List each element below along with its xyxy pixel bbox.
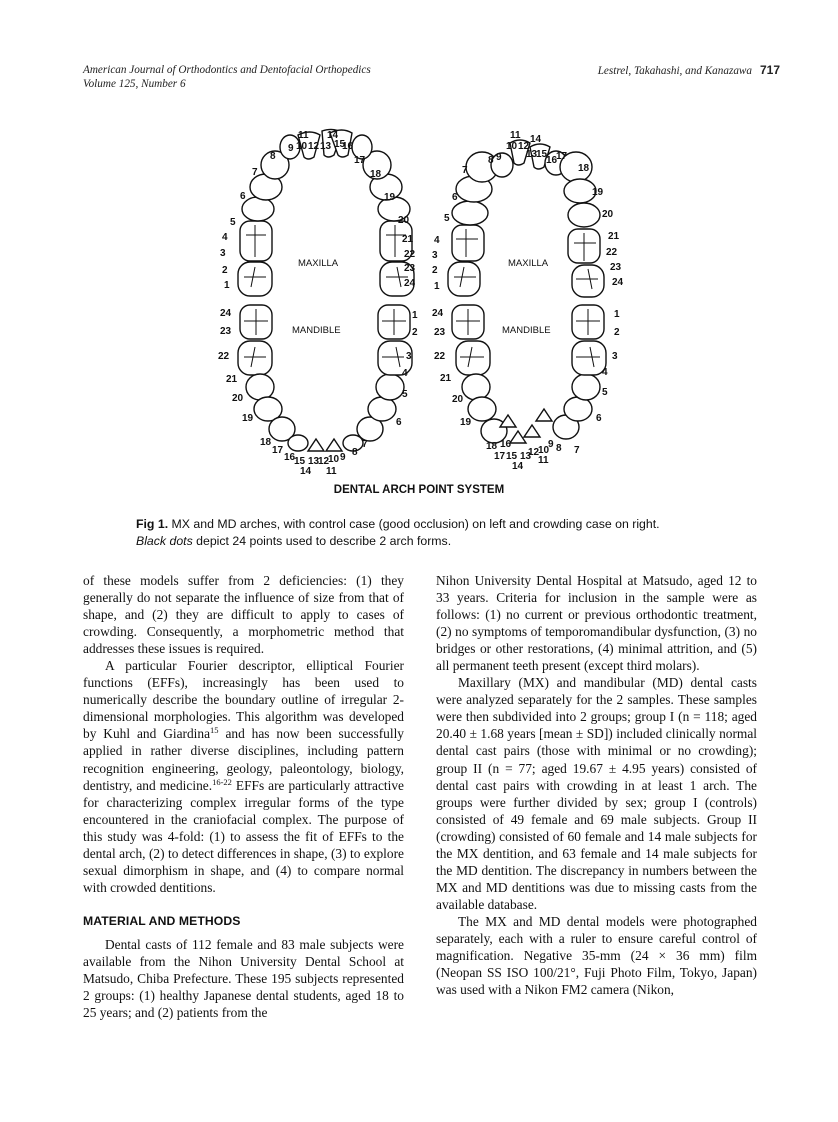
svg-text:9: 9 [496,152,502,163]
svg-text:10: 10 [328,454,340,465]
figure-caption [136,516,736,550]
page-number: 717 [759,63,780,77]
paragraph: Nihon University Dental Hospital at Matsudo, aged 12 to 33 years. Criteria for inclusion in the sample were as follows: (1) no current or previous orthodontic treatment, (2) no symptoms of temporomandibular dysfunction, (3) no bridges or other restorations, (4) minimal attrition, and (5) all permanent teeth present (except third molars). [436,573,757,674]
svg-text:9: 9 [340,452,346,463]
svg-text:2: 2 [412,327,418,338]
authors: Lestrel, Takahashi, and Kanazawa [597,65,752,77]
svg-text:13: 13 [320,141,332,152]
svg-text:20: 20 [452,394,464,405]
svg-text:7: 7 [574,445,580,456]
text-run: and has now been successfully applied in rather diverse disciplines, including pattern recognition engineering, geology, paleontology, biology, dentistry, and medicine. [83,726,404,793]
svg-text:1: 1 [614,309,620,320]
svg-text:18: 18 [370,169,382,180]
journal-info [83,63,371,91]
svg-text:19: 19 [384,192,396,203]
svg-text:24: 24 [220,308,232,319]
paragraph-effs [83,657,404,896]
svg-text:6: 6 [596,413,602,424]
paragraph: The MX and MD dental models were photographed separately, each with a ruler to ensure careful control of magnification. Negative 35-mm (24 × 36 mm) film (Neopan SS ISO 100/21°, Fuji Photo Film, Tokyo, Japan) was used with a Nikon FM2 camera (Nikon, [436,913,757,998]
section-heading: MATERIAL AND METHODS [83,913,241,928]
svg-text:14: 14 [512,461,524,472]
svg-text:17: 17 [272,445,284,456]
svg-text:1: 1 [224,280,230,291]
svg-text:5: 5 [402,389,408,400]
svg-text:1: 1 [434,281,440,292]
svg-text:9: 9 [288,143,294,154]
svg-text:2: 2 [222,265,228,276]
right-column [436,572,757,998]
dental-arch-diagram [210,125,640,505]
svg-text:16: 16 [284,452,296,463]
svg-text:4: 4 [434,235,440,246]
paragraph: Maxillary (MX) and mandibular (MD) dental casts were analyzed separately for the 2 samples. These samples were then subdivided into 2 groups; group I (n = 118; aged 20.40 ± 1.68 years [mean ± SD]) included clinically normal dental cast pairs (those with minimal or no crowding); group II (n = 77; aged 19.67 ± 4.95 years) consisted of dental cast pairs with crowding in at least 1 arch. The groups were further divided by sex; group I (controls) consisted of 49 female and 69 male subjects. Group II (crowding) consisted of 60 female and 14 male subjects for the MX dentition, and 63 female and 14 male subjects for the MD dentition. The discrepancy in numbers between the MX and MD dentitions was due to missing casts from the available database. [436,675,757,912]
svg-text:16: 16 [342,141,354,152]
svg-text:18: 18 [486,441,498,452]
svg-text:11: 11 [298,130,309,141]
svg-text:3: 3 [432,250,438,261]
svg-text:5: 5 [230,217,236,228]
svg-text:15: 15 [294,456,306,467]
svg-text:23: 23 [220,326,232,337]
svg-text:17: 17 [494,451,506,462]
svg-text:24: 24 [404,278,416,289]
svg-text:22: 22 [434,351,446,362]
figure-title: DENTAL ARCH POINT SYSTEM [333,484,505,496]
svg-text:22: 22 [404,249,416,260]
paragraph: of these models suffer from 2 deficiencies: (1) they generally do not separate the influence of size from that of shape, and (2) they are difficult to apply to cases of crowding. Consequently, a morphometric method that addresses these issues is required. [83,573,404,657]
svg-text:10: 10 [296,141,308,152]
svg-text:19: 19 [592,187,604,198]
journal-volume: Volume 125, Number 6 [83,78,186,90]
svg-text:9: 9 [548,439,554,450]
svg-text:11: 11 [538,455,549,466]
left-maxilla-arch [238,129,414,296]
left-column [83,572,404,1021]
journal-name: American Journal of Orthodontics and Dentofacial Orthopedics [83,64,371,76]
svg-text:19: 19 [242,413,254,424]
svg-text:10: 10 [538,445,550,456]
svg-text:12: 12 [308,141,320,152]
svg-text:20: 20 [232,393,244,404]
svg-text:8: 8 [488,155,494,166]
svg-text:2: 2 [432,265,438,276]
svg-text:16: 16 [500,439,512,450]
svg-text:8: 8 [556,443,562,454]
svg-text:6: 6 [396,417,402,428]
svg-text:5: 5 [444,213,450,224]
svg-text:5: 5 [602,387,608,398]
svg-text:4: 4 [402,368,408,379]
svg-text:4: 4 [222,232,228,243]
text-run: A particular Fourier descriptor, elliptical Fourier functions (EFFs), increasingly has been used to numerically describe the boundary outline of irregular 2-dimensional morphologies. This algorithm was developed by Kuhl and Giardina [83,658,404,742]
svg-text:23: 23 [610,262,622,273]
svg-text:15: 15 [536,149,548,160]
svg-text:22: 22 [606,247,618,258]
svg-text:10: 10 [506,141,518,152]
svg-text:23: 23 [404,263,416,274]
author-page [598,63,780,78]
svg-text:15: 15 [334,139,346,150]
svg-text:8: 8 [270,151,276,162]
svg-text:23: 23 [434,327,446,338]
svg-text:11: 11 [326,466,337,477]
paragraph: Dental casts of 112 female and 83 male subjects were available from the Nihon University Dental School at Matsudo, Chiba Prefecture. These 195 subjects represented 2 groups: (1) healthy Japanese dental students, aged 18 to 25 years; and (2) patients from the [83,936,404,1021]
svg-text:3: 3 [220,248,226,259]
svg-text:13: 13 [308,456,320,467]
caption-text-2: depict 24 points used to describe 2 arch forms. [196,534,452,548]
caption-italic: Black dots [136,534,193,548]
svg-text:13: 13 [526,149,538,160]
svg-text:11: 11 [510,130,521,141]
svg-text:6: 6 [452,192,458,203]
text-run: EFFs are particularly attractive for characterizing complex irregular forms of the type encountered in the craniofacial complex. The purpose of this study was 4-fold: (1) to assess the fit of EFFs to the dental arch, (2) to detect differences in shape, (3) to explore sexual dimorphism in shape, and (4) to compare normal with crowded dentitions. [83,777,404,895]
svg-text:21: 21 [608,231,620,242]
svg-text:24: 24 [612,277,624,288]
svg-text:8: 8 [352,447,358,458]
svg-text:4: 4 [602,367,608,378]
caption-text: MX and MD arches, with control case (good occlusion) on left and crowding case on right. [171,517,660,531]
reference-superscript: 15 [210,725,219,736]
svg-text:12: 12 [318,456,330,467]
svg-text:1: 1 [412,310,418,321]
svg-text:7: 7 [362,439,368,450]
svg-text:14: 14 [300,466,312,477]
svg-text:21: 21 [440,373,452,384]
svg-text:13: 13 [520,451,532,462]
right-maxilla-label: MAXILLA [508,258,549,269]
svg-text:7: 7 [252,167,258,178]
svg-text:3: 3 [612,351,618,362]
svg-text:12: 12 [528,447,540,458]
svg-text:16: 16 [546,155,558,166]
reference-superscript: 16-22 [212,776,232,787]
svg-text:18: 18 [260,437,272,448]
right-mandible-label: MANDIBLE [502,325,551,336]
svg-text:21: 21 [402,234,414,245]
svg-text:22: 22 [218,351,230,362]
svg-text:15: 15 [506,451,518,462]
svg-text:6: 6 [240,191,246,202]
svg-text:7: 7 [462,165,468,176]
svg-text:17: 17 [556,151,568,162]
svg-text:14: 14 [530,134,542,145]
svg-text:17: 17 [354,155,366,166]
svg-text:12: 12 [518,141,530,152]
svg-text:19: 19 [460,417,472,428]
svg-text:24: 24 [432,308,444,319]
svg-text:18: 18 [578,163,590,174]
left-mandible-label: MANDIBLE [292,325,341,336]
dental-arch-figure [210,125,640,505]
svg-text:20: 20 [602,209,614,220]
svg-text:2: 2 [614,327,620,338]
svg-text:14: 14 [327,130,339,141]
caption-label: Fig 1. [136,517,169,531]
svg-text:20: 20 [398,215,410,226]
svg-text:21: 21 [226,374,238,385]
svg-text:3: 3 [406,351,412,362]
left-maxilla-label: MAXILLA [298,258,339,269]
